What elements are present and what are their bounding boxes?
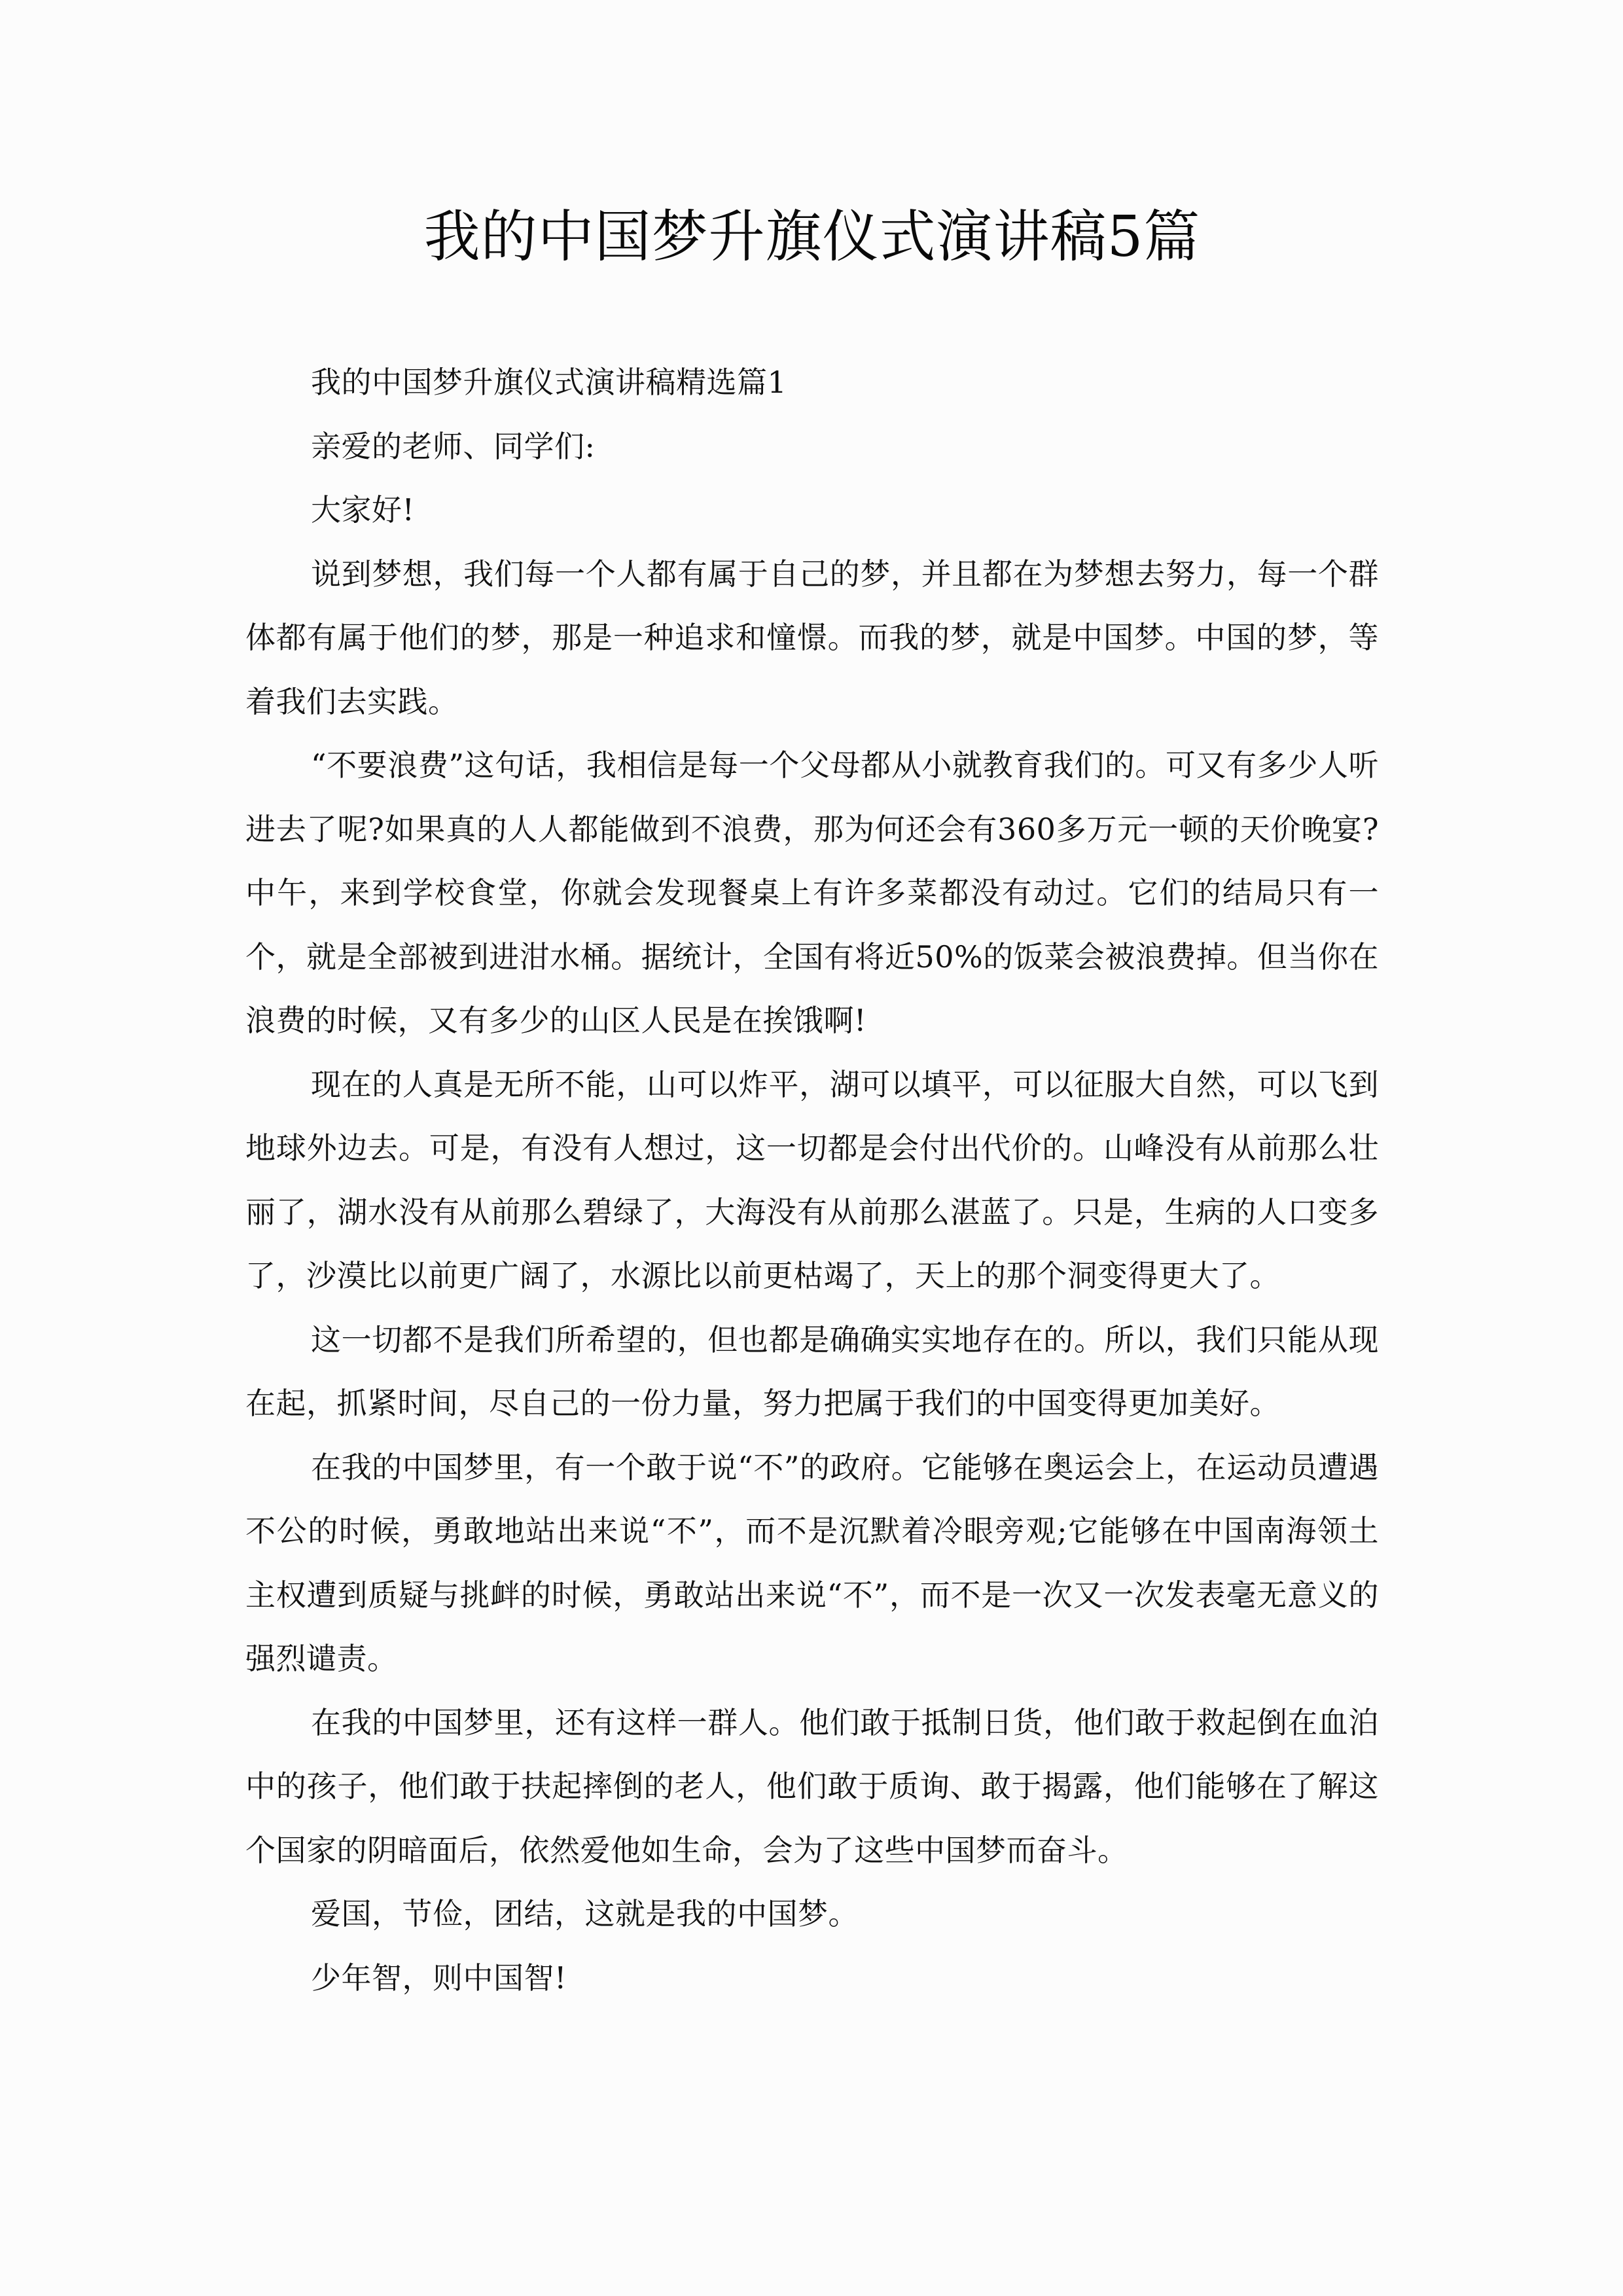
- section-heading: 我的中国梦升旗仪式演讲稿精选篇1: [311, 365, 787, 400]
- salutation: 亲爱的老师、同学们:: [311, 428, 596, 464]
- body-paragraph: 在我的中国梦里，还有这样一群人。他们敢于抵制日货，他们敢于救起倒在血泊中的孩子，他们敢于扶起摔倒的老人，他们敢于质询、敢于揭露，他们能够在了解这个国家的阴暗面后，依然爱他如生命，会为了这些中国梦而奋斗。: [245, 1704, 1379, 1868]
- body-paragraph: 现在的人真是无所不能，山可以炸平，湖可以填平，可以征服大自然，可以飞到地球外边去。可是，有没有人想过，这一切都是会付出代价的。山峰没有从前那么壮丽了，湖水没有从前那么碧绿了，大海没有从前那么湛蓝了。只是，生病的人口变多了，沙漠比以前更广阔了，水源比以前更枯竭了，天上的那个洞变得更大了。: [245, 1066, 1379, 1293]
- body-paragraph: “不要浪费”这句话，我相信是每一个父母都从小就教育我们的。可又有多少人听进去了呢?如果真的人人都能做到不浪费，那为何还会有360多万元一顿的天价晚宴?中午，来到学校食堂，你就会发现餐桌上有许多菜都没有动过。它们的结局只有一个，就是全部被到进泔水桶。据统计，全国有将近50%的饭菜会被浪费掉。但当你在浪费的时候，又有多少的山区人民是在挨饿啊!: [245, 747, 1379, 1038]
- greeting: 大家好!: [311, 492, 415, 528]
- document-body: [245, 351, 1379, 2010]
- closing-line: 爱国，节俭，团结，这就是我的中国梦。: [311, 1896, 859, 1931]
- body-paragraph: 这一切都不是我们所希望的，但也都是确确实实地存在的。所以，我们只能从现在起，抓紧时间，尽自己的一份力量，努力把属于我们的中国变得更加美好。: [245, 1321, 1379, 1421]
- closing-line: 少年智，则中国智!: [311, 1960, 567, 1996]
- body-paragraph: 在我的中国梦里，有一个敢于说“不”的政府。它能够在奥运会上，在运动员遭遇不公的时候，勇敢地站出来说“不”，而不是沉默着冷眼旁观;它能够在中国南海领土主权遭到质疑与挑衅的时候，勇敢站出来说“不”，而不是一次又一次发表毫无意义的强烈谴责。: [245, 1449, 1379, 1676]
- document-title: 我的中国梦升旗仪式演讲稿5篇: [423, 204, 1201, 270]
- body-paragraph: 说到梦想，我们每一个人都有属于自己的梦，并且都在为梦想去努力，每一个群体都有属于他们的梦，那是一种追求和憧憬。而我的梦，就是中国梦。中国的梦，等着我们去实践。: [245, 556, 1379, 719]
